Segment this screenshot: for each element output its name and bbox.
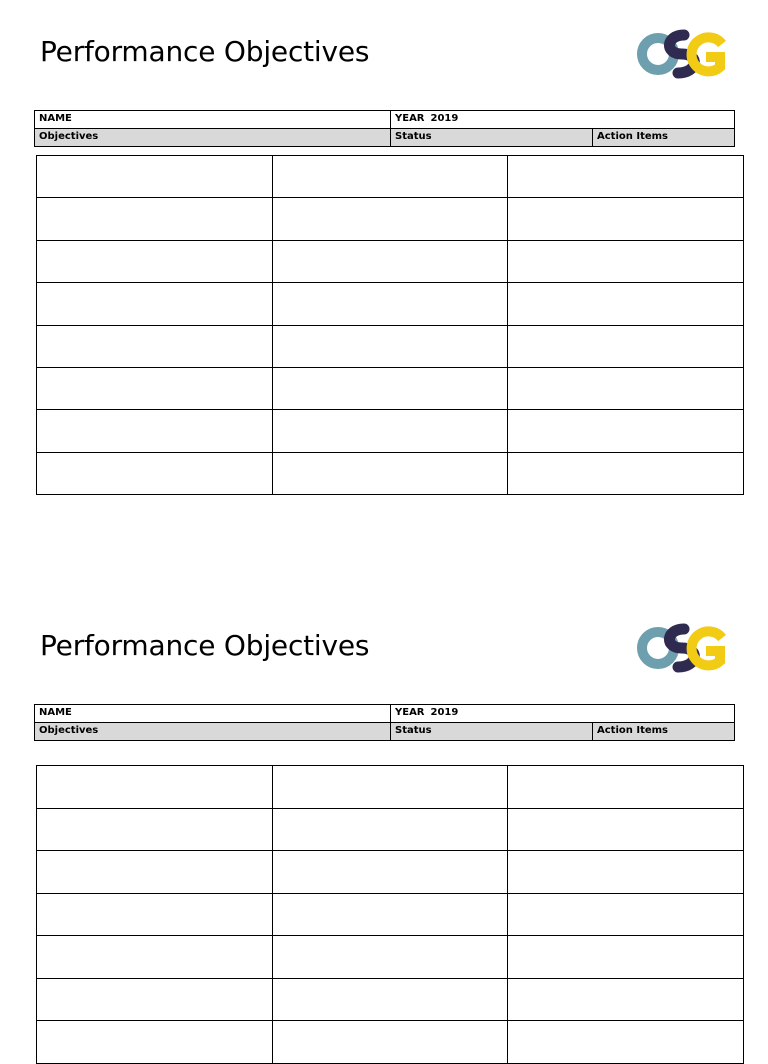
- year-field[interactable]: [391, 111, 735, 129]
- action-items-cell[interactable]: [508, 410, 744, 452]
- objective-cell[interactable]: [37, 808, 273, 851]
- action-items-cell[interactable]: [508, 808, 744, 851]
- status-cell[interactable]: [272, 283, 508, 325]
- objectives-column-header: Objectives: [35, 129, 391, 147]
- table-row: [37, 978, 744, 1021]
- year-field[interactable]: [391, 705, 735, 723]
- objective-cell[interactable]: [37, 452, 273, 494]
- status-cell[interactable]: [272, 240, 508, 282]
- action-items-cell[interactable]: [508, 198, 744, 240]
- action-items-cell[interactable]: [508, 367, 744, 409]
- status-cell[interactable]: [272, 978, 508, 1021]
- status-cell[interactable]: [272, 325, 508, 367]
- status-cell[interactable]: [272, 851, 508, 894]
- action-items-cell[interactable]: [508, 240, 744, 282]
- table-row: [37, 851, 744, 894]
- action-items-column-header: Action Items: [593, 723, 735, 741]
- action-items-cell[interactable]: [508, 452, 744, 494]
- status-column-header: Status: [391, 723, 593, 741]
- objective-cell[interactable]: [37, 893, 273, 936]
- objective-cell[interactable]: [37, 283, 273, 325]
- table-row: [37, 325, 744, 367]
- action-items-cell[interactable]: [508, 156, 744, 198]
- status-cell[interactable]: [272, 410, 508, 452]
- objective-cell[interactable]: [37, 198, 273, 240]
- status-cell[interactable]: [272, 198, 508, 240]
- table-row: [37, 936, 744, 979]
- table-row: [37, 367, 744, 409]
- name-field[interactable]: [35, 705, 391, 723]
- table-row: [37, 893, 744, 936]
- status-column-header: Status: [391, 129, 593, 147]
- objectives-column-header: Objectives: [35, 723, 391, 741]
- page-title: Performance Objectives: [40, 629, 370, 662]
- action-items-cell[interactable]: [508, 851, 744, 894]
- action-items-cell[interactable]: [508, 325, 744, 367]
- status-cell[interactable]: [272, 367, 508, 409]
- table-row: [37, 410, 744, 452]
- name-field[interactable]: [35, 111, 391, 129]
- objectives-grid: [36, 155, 744, 495]
- status-cell[interactable]: [272, 156, 508, 198]
- objective-cell[interactable]: [37, 156, 273, 198]
- table-row: [37, 156, 744, 198]
- status-cell[interactable]: [272, 893, 508, 936]
- name-label: NAME: [39, 707, 72, 718]
- action-items-cell[interactable]: [508, 283, 744, 325]
- year-value: 2019: [430, 707, 459, 718]
- objective-cell[interactable]: [37, 1021, 273, 1064]
- status-cell[interactable]: [272, 452, 508, 494]
- objectives-grid: [36, 765, 744, 1064]
- info-header-table: [34, 704, 735, 741]
- og-logo-icon: [636, 28, 728, 80]
- action-items-cell[interactable]: [508, 893, 744, 936]
- objective-cell[interactable]: [37, 240, 273, 282]
- objectives-grid-body: [37, 156, 744, 495]
- status-cell[interactable]: [272, 808, 508, 851]
- action-items-cell[interactable]: [508, 766, 744, 809]
- year-label: YEAR: [395, 707, 425, 718]
- info-header-table: [34, 110, 735, 147]
- objective-cell[interactable]: [37, 936, 273, 979]
- status-cell[interactable]: [272, 766, 508, 809]
- action-items-column-header: Action Items: [593, 129, 735, 147]
- objective-cell[interactable]: [37, 410, 273, 452]
- objectives-grid-body: [37, 766, 744, 1064]
- year-value: 2019: [430, 113, 459, 124]
- table-row: [37, 198, 744, 240]
- objective-cell[interactable]: [37, 851, 273, 894]
- action-items-cell[interactable]: [508, 936, 744, 979]
- status-cell[interactable]: [272, 936, 508, 979]
- status-cell[interactable]: [272, 1021, 508, 1064]
- name-label: NAME: [39, 113, 72, 124]
- table-row: [37, 240, 744, 282]
- objective-cell[interactable]: [37, 325, 273, 367]
- year-label: YEAR: [395, 113, 425, 124]
- action-items-cell[interactable]: [508, 1021, 744, 1064]
- page-title: Performance Objectives: [40, 35, 370, 68]
- table-row: [37, 766, 744, 809]
- table-row: [37, 1021, 744, 1064]
- table-row: [37, 808, 744, 851]
- objective-cell[interactable]: [37, 766, 273, 809]
- table-row: [37, 283, 744, 325]
- objective-cell[interactable]: [37, 978, 273, 1021]
- action-items-cell[interactable]: [508, 978, 744, 1021]
- og-logo-icon: [636, 622, 728, 674]
- objective-cell[interactable]: [37, 367, 273, 409]
- table-row: [37, 452, 744, 494]
